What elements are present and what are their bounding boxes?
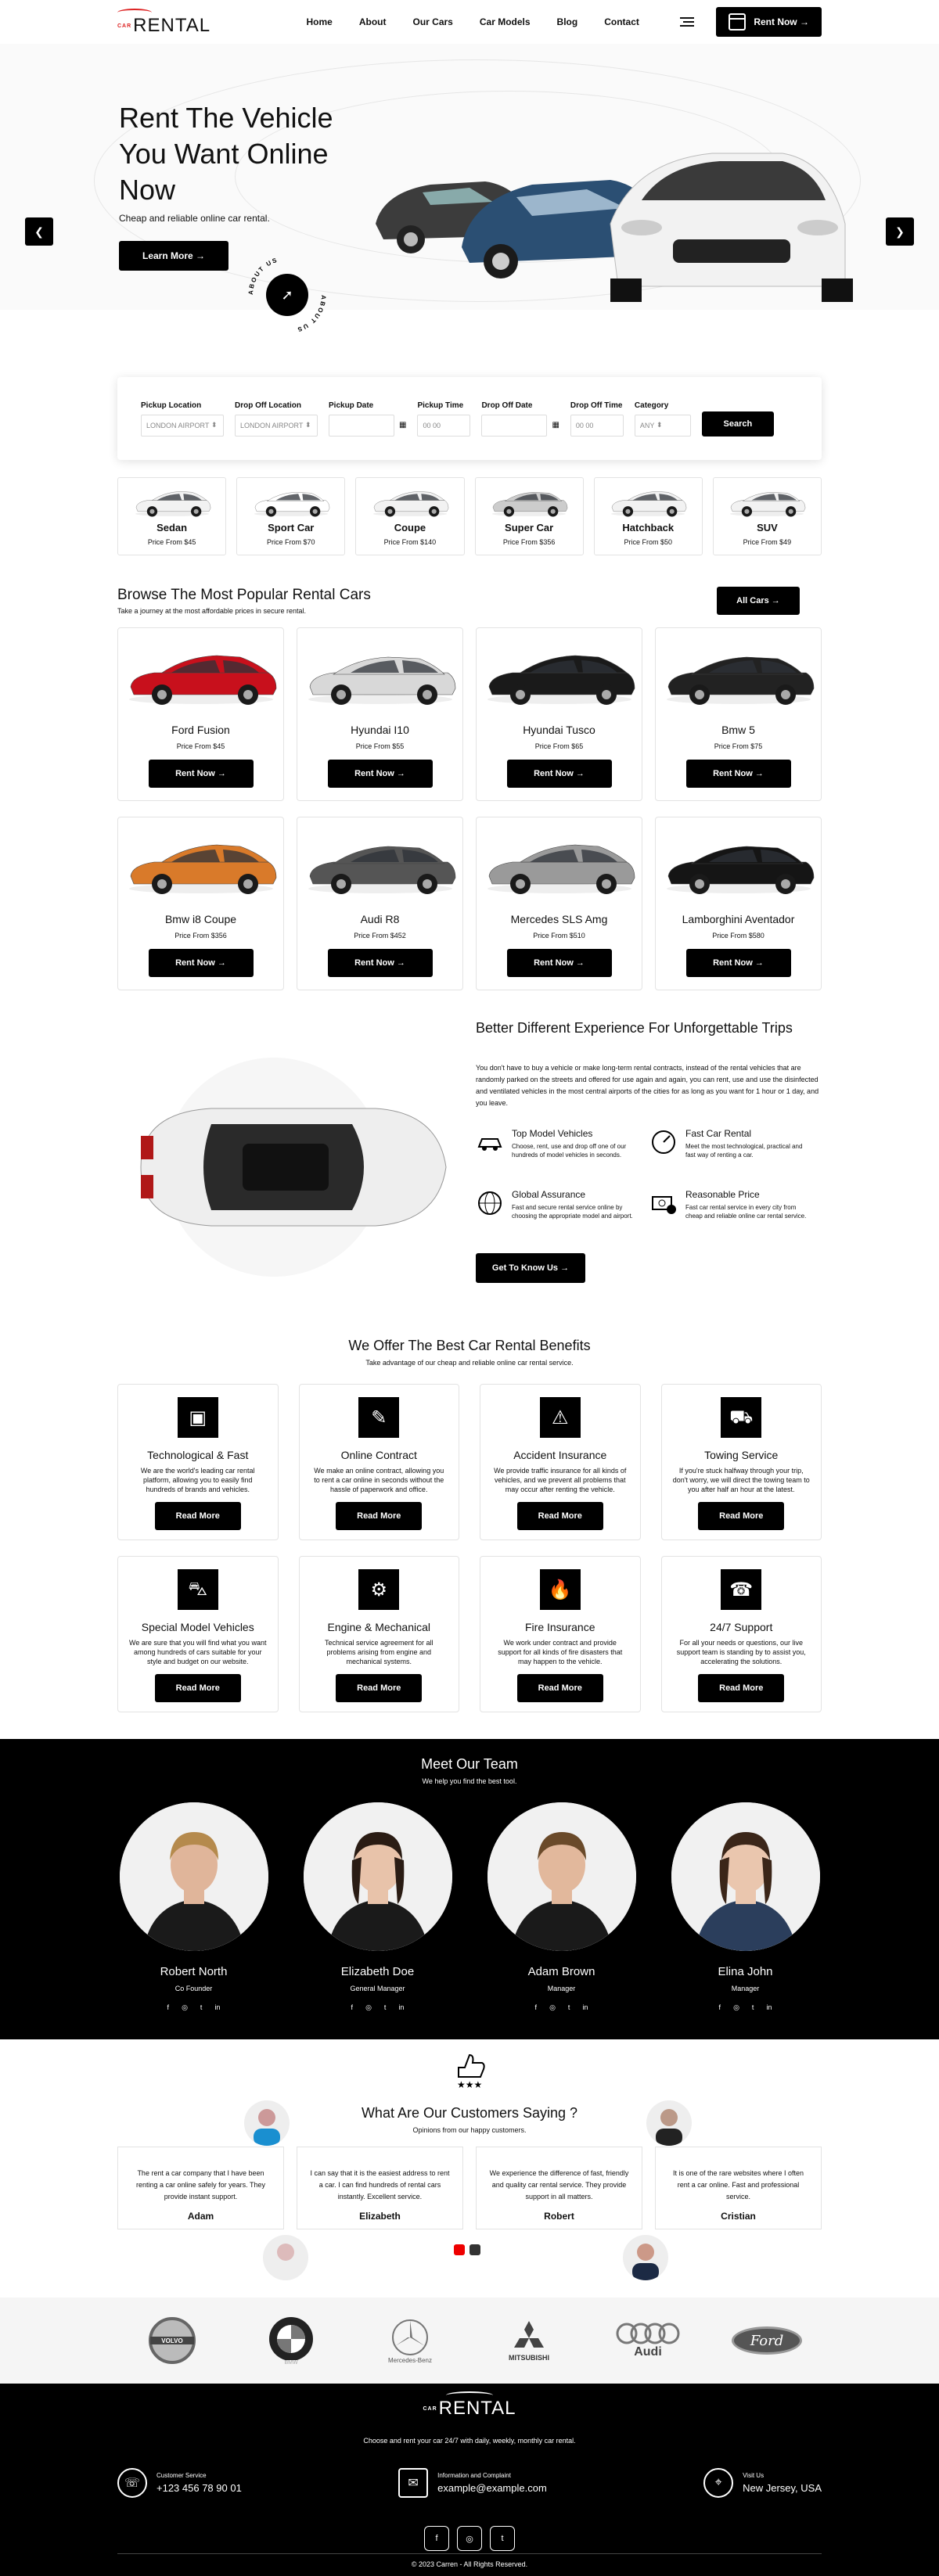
contract-icon: ✎ [358, 1397, 399, 1438]
footer-logo-text: RENTAL [438, 2398, 516, 2419]
dropoff-location-label: Drop Off Location [235, 401, 301, 410]
site-header [117, 0, 822, 44]
popular-title: Browse The Most Popular Rental Cars [117, 587, 371, 603]
car-name: Mercedes SLS Amg [510, 913, 608, 925]
team-member [669, 1802, 822, 2012]
category-card-hatchback[interactable] [594, 477, 703, 555]
team-photo [671, 1802, 820, 1951]
benefit-card [661, 1384, 822, 1540]
popular-cars-grid [117, 627, 822, 990]
testimonial-author: Elizabeth [359, 2211, 401, 2222]
benefit-card [661, 1556, 822, 1712]
twitter-icon[interactable]: t [200, 2003, 203, 2011]
dropoff-time-value: 00 00 [575, 421, 594, 429]
rent-now-button[interactable]: Rent Now → [328, 760, 433, 788]
category-card-sedan[interactable] [117, 477, 226, 555]
feature-title: Reasonable Price [685, 1189, 760, 1200]
benefit-title: 24/7 Support [710, 1621, 773, 1633]
dropoff-location-field [235, 401, 318, 437]
pickup-location-select[interactable]: LONDON AIRPORT ⬍ [141, 415, 224, 437]
hero-section [0, 44, 939, 334]
thumbs-up-stars-icon [452, 2050, 488, 2089]
facebook-icon[interactable]: f [534, 2003, 538, 2011]
brand-volvo-text: VOLVO [161, 2337, 183, 2344]
benefit-card [117, 1384, 279, 1540]
carousel-dot[interactable] [470, 2244, 480, 2255]
team-title: Meet Our Team [421, 1756, 518, 1772]
brand-audi-text: Audi [634, 2345, 662, 2359]
team-name: Robert North [160, 1965, 228, 1978]
calendar-icon[interactable]: ▦ [552, 421, 559, 429]
car-price: Price From $75 [714, 742, 763, 750]
read-more-button[interactable]: Read More [517, 1674, 603, 1702]
benefit-title: Engine & Mechanical [327, 1621, 431, 1633]
linkedin-icon[interactable]: in [214, 2003, 221, 2011]
team-section [0, 1739, 939, 2039]
tow-truck-icon: ⛟ [721, 1397, 761, 1438]
facebook-icon[interactable]: f [718, 2003, 721, 2011]
car-image[interactable] [477, 631, 642, 716]
testimonial-text: The rent a car company that I have been renting a car online safely for years. They provide instant support. [136, 2169, 265, 2201]
car-card [476, 627, 642, 801]
linkedin-icon[interactable]: in [582, 2003, 588, 2011]
contact-value: New Jersey, USA [743, 2482, 822, 2494]
engine-icon: ⚙ [358, 1569, 399, 1610]
pickup-time-select[interactable] [417, 415, 470, 437]
accident-icon: ⚠ [540, 1397, 581, 1438]
feature-reasonable-price [649, 1189, 814, 1220]
testimonial-author: Robert [544, 2211, 574, 2222]
instagram-icon[interactable]: ◎ [457, 2526, 482, 2551]
experience-title: Better Different Experience For Unforgettable Trips [476, 1020, 793, 1036]
car-icon [476, 1128, 504, 1156]
team-member [301, 1802, 454, 2012]
team-social [117, 2003, 270, 2012]
footer-logo[interactable] [0, 2391, 939, 2420]
team-member [117, 1802, 270, 2012]
benefit-text: We are sure that you will find what you want among hundreds of cars suitable for your style and budget on our website. [129, 1639, 267, 1665]
category-price: Price From $356 [502, 538, 556, 546]
benefit-card [480, 1384, 641, 1540]
money-icon [649, 1189, 678, 1217]
car-card [655, 627, 822, 801]
nav-our-cars[interactable]: Our Cars [412, 16, 453, 27]
slider-prev-button[interactable]: ❮ [25, 217, 53, 246]
booking-search-form [117, 377, 822, 460]
benefit-card [480, 1556, 641, 1712]
testimonials-list [117, 2147, 822, 2229]
car-card [297, 817, 463, 990]
dropoff-time-label: Drop Off Time [570, 401, 623, 410]
category-price: Price From $70 [266, 538, 315, 546]
nav-contact[interactable]: Contact [604, 16, 639, 27]
pickup-time-value: 00 00 [423, 421, 441, 429]
brand-mercedes-logo [375, 2316, 445, 2366]
rent-now-button[interactable]: Rent Now → [507, 760, 612, 788]
category-value: ANY [639, 421, 655, 429]
contact-label: Information and Complaint [437, 2472, 511, 2479]
category-card-suv[interactable] [713, 477, 822, 555]
avatar [646, 2100, 692, 2146]
linkedin-icon[interactable]: in [766, 2003, 772, 2011]
rent-now-button[interactable]: Rent Now → [149, 760, 254, 788]
linkedin-icon[interactable]: in [398, 2003, 405, 2011]
car-price: Price From $45 [176, 742, 225, 750]
hero-subtitle: Cheap and reliable online car rental. [119, 213, 270, 224]
headset-icon: ☏ [117, 2468, 147, 2498]
brand-volvo-logo [137, 2316, 207, 2366]
brand-ford-text: Ford [732, 2326, 802, 2355]
pickup-location-value: LONDON AIRPORT [146, 421, 210, 429]
testimonial-author: Cristian [721, 2211, 756, 2222]
brand-bmw-text: BMW [284, 2360, 298, 2366]
feature-fast-rental [649, 1128, 814, 1159]
benefit-title: Towing Service [704, 1449, 779, 1461]
testimonial-card [655, 2147, 822, 2229]
category-car-image [476, 483, 583, 519]
feature-title: Fast Car Rental [685, 1128, 752, 1139]
instagram-icon[interactable]: ◎ [549, 2003, 556, 2011]
copyright: © 2023 Carren - All Rights Reserved. [117, 2553, 822, 2568]
category-card-super-car[interactable] [475, 477, 584, 555]
category-car-image [118, 483, 225, 519]
car-card [117, 817, 284, 990]
testimonial-card [117, 2147, 284, 2229]
category-name: Coupe [394, 522, 426, 534]
brand-mitsubishi-text: MITSUBISHI [508, 2354, 549, 2362]
dropoff-location-value: LONDON AIRPORT [240, 421, 304, 429]
twitter-icon[interactable]: t [383, 2003, 387, 2011]
benefit-text: We are the world's leading car rental platform, allowing you to easily find hundreds of brands and vehicles. [140, 1467, 255, 1493]
team-name: Adam Brown [527, 1965, 595, 1978]
popular-subtitle: Take a journey at the most affordable prices in secure rental. [117, 607, 306, 615]
avatar [244, 2100, 290, 2146]
envelope-icon: ✉ [398, 2468, 428, 2498]
brands-strip [0, 2298, 939, 2384]
popular-header [117, 587, 822, 615]
dropoff-location-select[interactable]: LONDON AIRPORT ⬍ [235, 415, 318, 437]
category-car-image [237, 483, 344, 519]
support-icon: ☎ [721, 1569, 761, 1610]
car-price: Price From $356 [174, 932, 227, 940]
special-car-icon: ⛍ [178, 1569, 218, 1610]
carousel-dots [454, 2244, 480, 2255]
feature-title: Global Assurance [512, 1189, 586, 1200]
testimonial-text: It is one of the rare websites where I often rent a car online. Fast and professional service. [672, 2169, 804, 2201]
read-more-button[interactable]: Read More [698, 1674, 784, 1702]
contact-phone[interactable] [117, 2468, 242, 2498]
brand-audi-logo [613, 2316, 683, 2366]
team-role: Co Founder [174, 1985, 213, 1992]
team-social [301, 2003, 454, 2012]
dropoff-date-input[interactable] [481, 415, 547, 437]
category-select[interactable]: ANY ⬍ [635, 415, 691, 437]
rent-now-button[interactable] [716, 7, 822, 37]
benefit-text: We make an online contract, allowing you to rent a car online in seconds without the hassle of paperwork and office. [314, 1467, 444, 1493]
car-name: Bmw 5 [721, 724, 755, 736]
pickup-location-field [141, 401, 224, 437]
category-price: Price From $50 [624, 538, 673, 546]
footer-logo-small: CAR [423, 2406, 437, 2413]
globe-icon [476, 1189, 504, 1217]
testimonial-text: I can say that it is the easiest address to rent a car. I can find hundreds of rental cars instantly. Excellent service. [310, 2169, 450, 2201]
benefit-title: Accident Insurance [513, 1449, 607, 1461]
read-more-button[interactable]: Read More [336, 1502, 422, 1530]
brand-bmw-logo [256, 2316, 326, 2366]
read-more-button[interactable]: Read More [155, 1502, 241, 1530]
benefits-grid [117, 1384, 822, 1712]
pickup-date-field [329, 401, 406, 437]
team-photo [304, 1802, 452, 1951]
testimonials-title: What Are Our Customers Saying ? [361, 2105, 578, 2121]
benefit-card [299, 1384, 460, 1540]
pickup-time-label: Pickup Time [417, 401, 464, 410]
rent-now-button[interactable]: Rent Now → [507, 949, 612, 977]
read-more-button[interactable]: Read More [336, 1674, 422, 1702]
nav-blog[interactable]: Blog [556, 16, 578, 27]
brand-mercedes-text: Mercedes-Benz [387, 2356, 433, 2364]
rent-now-button[interactable]: Rent Now → [686, 760, 791, 788]
footer-social [0, 2526, 939, 2551]
pickup-date-input[interactable] [329, 415, 394, 437]
rent-now-label: Rent Now → [754, 16, 809, 27]
testimonial-text: We experience the difference of fast, friendly and quality car rental service. They provide support in all matters. [489, 2169, 629, 2201]
facebook-icon[interactable]: f [351, 2003, 354, 2011]
testimonial-card [476, 2147, 642, 2229]
car-image[interactable] [118, 631, 283, 716]
contact-email[interactable] [398, 2468, 547, 2498]
car-name: Lamborghini Aventador [682, 913, 795, 925]
team-subtitle: We help you find the best tool. [422, 1777, 517, 1785]
category-car-image [356, 483, 463, 519]
car-image[interactable] [656, 631, 821, 716]
feature-title: Top Model Vehicles [512, 1128, 593, 1139]
team-name: Elizabeth Doe [340, 1965, 415, 1978]
experience-text: You don't have to buy a vehicle or make long-term rental contracts, instead of the rental vehicles that are randomly parked on the streets and offered for use again and again, you can rent, use and use the disinfected and ventilated vehicles in the most central airports of the cities for as long as you want for 1 hour or 1 day, and you leave. [476, 1064, 819, 1107]
contact-value: example@example.com [437, 2482, 547, 2494]
testimonial-author: Adam [187, 2211, 214, 2222]
experience-section [117, 1019, 822, 1300]
category-car-image [714, 483, 821, 519]
benefit-card [299, 1556, 460, 1712]
search-button[interactable]: Search [702, 411, 774, 437]
team-name: Elina John [718, 1965, 773, 1978]
carousel-dot-active[interactable] [454, 2244, 465, 2255]
feature-text: Fast and secure rental service online by choosing the appropriate model and airport. [512, 1204, 633, 1220]
car-name: Hyundai I10 [351, 724, 409, 736]
benefits-header [0, 1338, 939, 1367]
category-field [635, 401, 691, 437]
tech-icon: ▣ [178, 1397, 218, 1438]
logo-small-text: CAR [117, 23, 132, 30]
category-name: Hatchback [622, 522, 675, 534]
facebook-icon[interactable]: f [424, 2526, 449, 2551]
brand-mitsubishi-logo [494, 2316, 564, 2366]
car-price: Price From $55 [355, 742, 405, 750]
benefits-subtitle: Take advantage of our cheap and reliable online car rental service. [365, 1359, 574, 1367]
feature-text: Choose, rent, use and drop off one of our hundreds of model vehicles in seconds. [512, 1143, 627, 1159]
feature-top-model [476, 1128, 640, 1159]
category-list [117, 477, 822, 555]
car-image[interactable] [477, 821, 642, 905]
read-more-button[interactable]: Read More [517, 1502, 603, 1530]
testimonials-subtitle: Opinions from our happy customers. [412, 2126, 527, 2134]
footer-contacts [117, 2468, 822, 2498]
category-car-image [595, 483, 702, 519]
category-price: Price From $140 [383, 538, 437, 546]
car-card [655, 817, 822, 990]
team-grid [117, 1802, 822, 2012]
team-member [485, 1802, 638, 2012]
benefits-title: We Offer The Best Car Rental Benefits [348, 1338, 591, 1353]
brand-ford-logo [732, 2316, 802, 2366]
pickup-date-label: Pickup Date [329, 401, 374, 410]
location-pin-icon: ⌖ [703, 2468, 733, 2498]
testimonial-card [297, 2147, 463, 2229]
read-more-button[interactable]: Read More [155, 1674, 241, 1702]
feature-global-assurance [476, 1189, 640, 1220]
car-name: Bmw i8 Coupe [164, 913, 237, 925]
category-price: Price From $49 [743, 538, 792, 546]
site-footer [0, 2384, 939, 2576]
speed-car-icon [649, 1128, 678, 1156]
benefit-title: Technological & Fast [147, 1449, 249, 1461]
rent-now-button[interactable]: Rent Now → [149, 949, 254, 977]
pickup-location-label: Pickup Location [141, 401, 202, 410]
benefit-text: For all your needs or questions, our live support team is standing by to assist you, accelerating the solutions. [676, 1639, 806, 1665]
category-name: Sedan [156, 522, 188, 534]
car-image[interactable] [656, 821, 821, 905]
slider-next-button[interactable]: ❯ [886, 217, 914, 246]
avatar [623, 2235, 668, 2280]
benefit-title: Special Model Vehicles [141, 1621, 254, 1633]
svg-text:ABOUT US: ABOUT US [246, 256, 279, 296]
svg-text:ABOUT US: ABOUT US [295, 294, 328, 334]
team-social [669, 2003, 822, 2012]
benefit-text: If you're stuck halfway through your trip, don't worry, we will direct the towing team to you after half an hour at the latest. [672, 1467, 810, 1493]
benefit-title: Online Contract [340, 1449, 417, 1461]
dropoff-date-field [481, 401, 559, 437]
car-name: Hyundai Tusco [523, 724, 595, 736]
rent-now-button[interactable]: Rent Now → [686, 949, 791, 977]
logo-text: RENTAL [133, 15, 211, 36]
category-name: Sport Car [268, 522, 315, 534]
nav-home[interactable]: Home [306, 16, 333, 27]
get-to-know-us-button[interactable]: Get To Know Us → [476, 1253, 585, 1283]
footer-tagline: Choose and rent your car 24/7 with daily, weekly, monthly car rental. [363, 2437, 576, 2445]
benefit-title: Fire Insurance [525, 1621, 595, 1633]
about-us-badge[interactable] [246, 253, 329, 336]
hero-title: Rent The Vehicle You Want Online Now [119, 102, 333, 206]
team-role: General Manager [350, 1985, 405, 1992]
fire-icon: 🔥 [540, 1569, 581, 1610]
benefit-card [117, 1556, 279, 1712]
contact-address[interactable] [703, 2468, 822, 2498]
car-price: Price From $452 [354, 932, 406, 940]
instagram-icon[interactable]: ◎ [733, 2003, 739, 2011]
team-social [485, 2003, 638, 2012]
benefit-text: We provide traffic insurance for all kinds of vehicles, and we prevent all problems that may occur after renting the vehicle. [494, 1467, 627, 1493]
car-price: Price From $580 [712, 932, 765, 940]
menu-icon[interactable] [680, 17, 694, 27]
site-logo[interactable] [117, 9, 210, 35]
facebook-icon[interactable]: f [167, 2003, 170, 2011]
instagram-icon[interactable]: ◎ [182, 2003, 188, 2011]
hero-car-white-sedan [610, 153, 853, 302]
car-price: Price From $65 [534, 742, 584, 750]
benefit-text: We work under contract and provide support for all kinds of fire disasters that may happen to the vehicle. [498, 1639, 623, 1665]
top-view-car-image [117, 1050, 462, 1284]
category-label: Category [634, 401, 669, 410]
dropoff-time-select[interactable] [570, 415, 624, 437]
category-name: Super Car [505, 522, 554, 534]
all-cars-button[interactable]: All Cars → [717, 587, 800, 615]
benefit-text: Technical service agreement for all problems arising from engine and mechanical systems. [324, 1639, 434, 1665]
twitter-icon[interactable]: t [567, 2003, 570, 2011]
calendar-icon [729, 13, 746, 31]
hero-cars-image [376, 130, 861, 318]
category-card-coupe[interactable] [355, 477, 464, 555]
contact-value: +123 456 78 90 01 [156, 2482, 242, 2494]
svg-text:★★★: ★★★ [457, 2079, 483, 2089]
car-name: Audi R8 [360, 913, 400, 925]
category-card-sport-car[interactable] [236, 477, 345, 555]
learn-more-button[interactable]: Learn More → [119, 241, 228, 271]
team-role: Manager [731, 1985, 760, 1992]
car-card [117, 627, 284, 801]
twitter-icon[interactable]: t [751, 2003, 754, 2011]
car-name: Ford Fusion [171, 724, 230, 736]
instagram-icon[interactable]: ◎ [365, 2003, 372, 2011]
car-price: Price From $510 [533, 932, 585, 940]
nav-about[interactable]: About [358, 16, 387, 27]
dropoff-time-field [570, 401, 624, 437]
category-price: Price From $45 [147, 538, 196, 546]
nav-car-models[interactable]: Car Models [479, 16, 531, 27]
contact-label: Visit Us [743, 2472, 765, 2479]
calendar-icon[interactable]: ▦ [399, 421, 407, 429]
cursor-click-icon: ➚ [266, 274, 308, 316]
team-photo [487, 1802, 636, 1951]
car-image[interactable] [297, 631, 462, 716]
pickup-time-field [417, 401, 470, 437]
feature-text: Fast car rental service in every city from cheap and reliable online car rental service. [685, 1204, 807, 1220]
twitter-icon[interactable]: t [490, 2526, 515, 2551]
category-name: SUV [757, 522, 778, 534]
main-nav [307, 16, 639, 27]
contact-label: Customer Service [156, 2472, 207, 2479]
dropoff-date-label: Drop Off Date [481, 401, 533, 410]
team-photo [120, 1802, 268, 1951]
avatar [263, 2235, 308, 2280]
car-image[interactable] [297, 821, 462, 905]
car-card [476, 817, 642, 990]
car-card [297, 627, 463, 801]
rent-now-button[interactable]: Rent Now → [328, 949, 433, 977]
team-role: Manager [547, 1985, 576, 1992]
car-image[interactable] [118, 821, 283, 905]
feature-text: Meet the most technological, practical and fast way of renting a car. [685, 1143, 803, 1159]
read-more-button[interactable]: Read More [698, 1502, 784, 1530]
testimonials-section [0, 2039, 939, 2298]
